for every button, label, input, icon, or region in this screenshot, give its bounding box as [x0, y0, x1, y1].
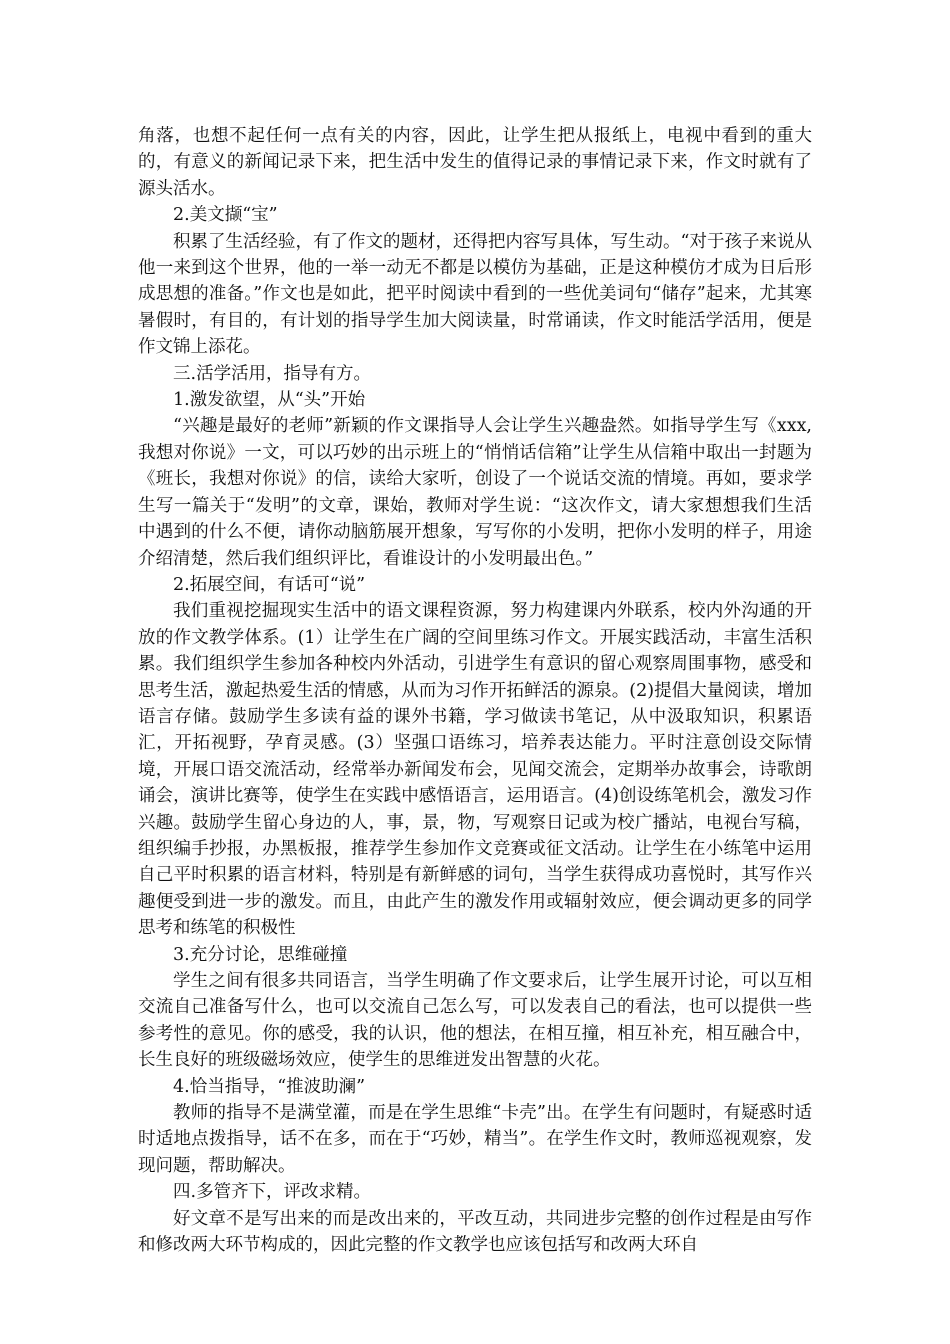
body-paragraph: 好文章不是写出来的而是改出来的，平改互动，共同进步完整的创作过程是由写作和修改两大环节构成的，因此完整的作文教学也应该包括写和改两大环自	[138, 1208, 812, 1256]
section-heading: 4.恰当指导，“推波助澜”	[173, 1076, 366, 1097]
section-heading: 1.激发欲望，从“头”开始	[173, 390, 366, 411]
body-paragraph: 学生之间有很多共同语言，当学生明确了作文要求后，让学生展开讨论，可以互相交流自己准备写什么，也可以交流自己怎么写，可以发表自己的看法，也可以提供一些参考性的意见。你的感受，我的认识，他的想法，在相互撞，相互补充，相互融合中，长生良好的班级磁场效应，使学生的思维迸发出智慧的火花。	[138, 971, 812, 1071]
section-heading: 3.充分讨论，思维碰撞	[173, 944, 348, 965]
document-body	[138, 123, 812, 1258]
section-heading: 四.多管齐下，评改求精。	[173, 1182, 372, 1203]
body-paragraph: 我们重视挖掘现实生活中的语文课程资源，努力构建课内外联系，校内外沟通的开放的作文教学体系。(1）让学生在广阔的空间里练习作文。开展实践活动，丰富生活积累。我们组织学生参加各种校内外活动，引进学生有意识的留心观察周围事物，感受和思考生活，激起热爱生活的情感，从而为习作开拓鲜活的源泉。(2)提倡大量阅读，增加语言存储。鼓励学生多读有益的课外书籍，学习做读书笔记，从中汲取知识，积累语汇，开拓视野，孕育灵感。(3）坚强口语练习，培养表达能力。平时注意创设交际情境，开展口语交流活动，经常举办新闻发布会，见闻交流会，定期举办故事会，诗歌朗诵会，演讲比赛等，使学生在实践中感悟语言，运用语言。(4)创设练笔机会，激发习作兴趣。鼓励学生留心身边的人，事，景，物，写观察日记或为校广播站，电视台写稿，组织编手抄报，办黑板报，推荐学生参加作文竞赛或征文活动。让学生在小练笔中运用自己平时积累的语言材料，特别是有新鲜感的词句，当学生获得成功喜悦时，其写作兴趣便受到进一步的激发。而且，由此产生的激发作用或辐射效应，便会调动更多的同学思考和练笔的积极性	[138, 601, 812, 939]
body-paragraph: 积累了生活经验，有了作文的题材，还得把内容写具体，写生动。“对于孩子来说从他一来到这个世界，他的一举一动无不都是以模仿为基础，正是这种模仿才成为日后形成思想的准备。”作文也是如此，把平时阅读中看到的一些优美词句“储存”起来，尤其寒暑假时，有目的，有计划的指导学生加大阅读量，时常诵读，作文时能活学活用，便是作文锦上添花。	[138, 231, 812, 358]
body-paragraph: 角落，也想不起任何一点有关的内容，因此，让学生把从报纸上，电视中看到的重大的，有意义的新闻记录下来，把生活中发生的值得记录的事情记录下来，作文时就有了源头活水。	[138, 126, 812, 199]
body-paragraph: “兴趣是最好的老师”新颖的作文课指导人会让学生兴趣盎然。如指导学生写《xxx,我想对你说》一文，可以巧妙的出示班上的“悄悄话信箱”让学生从信箱中取出一封题为《班长，我想对你说》的信，读给大家听，创设了一个说话交流的情境。再如，要求学生写一篇关于“发明”的文章，课始，教师对学生说：“这次作文，请大家想想我们生活中遇到的什么不便，请你动脑筋展开想象，写写你的小发明，把你小发明的样子，用途介绍清楚，然后我们组织评比，看谁设计的小发明最出色。”	[138, 416, 812, 569]
body-paragraph: 教师的指导不是满堂灌，而是在学生思维“卡壳”出。在学生有问题时，有疑惑时适时适地点拨指导，话不在多，而在于“巧妙，精当”。在学生作文时，教师巡视观察，发现问题，帮助解决。	[138, 1103, 812, 1176]
section-heading: 2.美文撷“宝”	[173, 205, 278, 226]
section-heading: 2.拓展空间，有话可“说”	[173, 574, 366, 595]
section-heading: 三.活学活用，指导有方。	[173, 363, 372, 384]
